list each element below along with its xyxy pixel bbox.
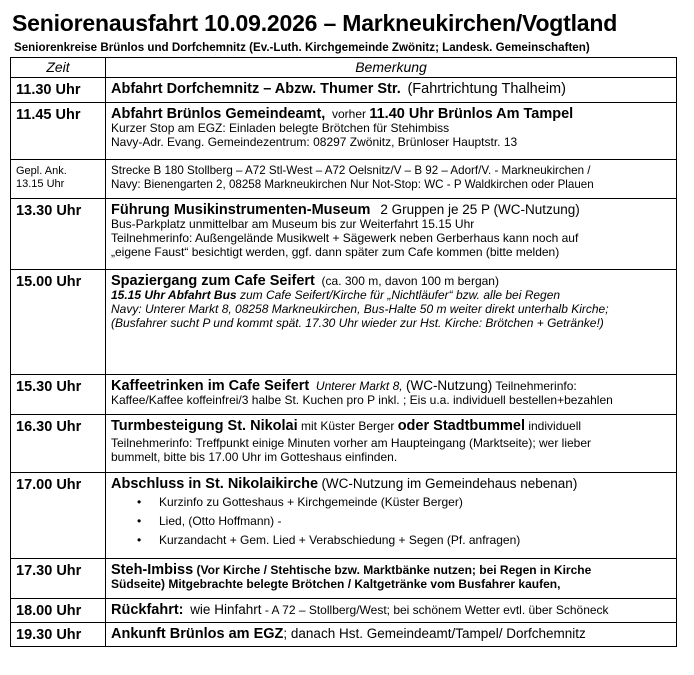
row-detail-line: Navy-Adr. Evang. Gemeindezentrum: 08297 Zwönitz, Brünloser Hauptstr. 13 (111, 135, 518, 149)
row-heading-note: (Vor Kirche / Stehtische bzw. Marktbänke nutzen; bei Regen in Kirche (196, 563, 592, 577)
row-heading-note: wie Hinfahrt (190, 602, 262, 617)
row-detail-line: „eigene Faust“ besichtigt werden, ggf. dann später zum Cafe kommen (bitte melden) (111, 245, 560, 259)
row-detail-line: Kurzer Stop am EGZ: Einladen belegte Brötchen für Stehimbiss (111, 121, 450, 135)
row-time: 13.30 Uhr (11, 199, 106, 270)
row-time: 11.30 Uhr (11, 78, 106, 103)
schedule-table (10, 57, 677, 647)
row-time: 11.45 Uhr (11, 103, 106, 160)
row-detail-italic: Navy: Unterer Markt 8, 08258 Markneukirchen, Bus-Halte 50 m weiter direkt unterhalb Kirche; (111, 302, 609, 316)
row-detail-line: Navy: Bienengarten 2, 08258 Markneukirchen Nur Not-Stop: WC - P Waldkirchen oder Plauen (111, 178, 594, 191)
row-heading: Kaffeetrinken im Cafe Seifert (111, 378, 310, 394)
row-detail-line: Teilnehmerinfo: Treffpunkt einige Minuten vorher am Haupteingang (Marktseite); wer lieber (111, 436, 592, 450)
table-row (11, 473, 677, 559)
row-remark (106, 375, 677, 415)
list-item-text: Lied, (Otto Hoffmann) - (159, 514, 282, 528)
row-heading: Steh-Imbiss (111, 562, 194, 578)
row-remark (106, 559, 677, 599)
table-row (11, 375, 677, 415)
row-heading: Abschluss in St. Nikolaikirche (111, 476, 319, 492)
row-remark (106, 415, 677, 473)
row-heading-note: mit Küster Berger (300, 419, 395, 433)
row-heading-extra: oder Stadtbummel (397, 418, 525, 434)
list-item (111, 512, 672, 531)
table-header-row (11, 58, 677, 78)
table-row (11, 199, 677, 270)
list-item-text: Kurzinfo zu Gotteshaus + Kirchgemeinde (Küster Berger) (159, 495, 463, 509)
row-time-line: Gepl. Ank. (16, 165, 67, 177)
row-heading: Abfahrt Brünlos Gemeindeamt, (111, 106, 326, 122)
row-remark (106, 103, 677, 160)
row-detail-line: Bus-Parkplatz unmittelbar am Museum bis zur Weiterfahrt 15.15 Uhr (111, 217, 475, 231)
row-time (11, 160, 106, 199)
row-remark (106, 623, 677, 647)
row-time: 17.30 Uhr (11, 559, 106, 599)
row-heading-note: 2 Gruppen je 25 P (WC-Nutzung) (380, 202, 580, 217)
table-row (11, 415, 677, 473)
row-heading-info: individuell (528, 419, 582, 433)
row-heading-note: (ca. 300 m, davon 100 m bergan) (321, 274, 499, 288)
table-row (11, 103, 677, 160)
list-item-text: Kurzandacht + Gem. Lied + Verabschiedung + Segen (Pf. anfragen) (159, 533, 521, 547)
row-time-line: 13.15 Uhr (16, 178, 65, 190)
bullet-icon: • (137, 533, 142, 547)
list-item (111, 531, 672, 550)
row-heading-info: Teilnehmerinfo: (495, 379, 577, 393)
row-detail-line: Strecke B 180 Stollberg – A72 Stl-West – A72 Oelsnitz/V – B 92 – Adorf/V. - Markneukirchen / (111, 164, 591, 177)
row-detail-italic: zum Cafe Seifert/Kirche für „Nichtläufer“ bzw. alle bei Regen (239, 288, 561, 302)
row-detail-italic: (Busfahrer sucht P und kommt spät. 17.30 Uhr wieder zur Hst. Kirche: Brötchen + Getränke!) (111, 316, 604, 330)
row-heading: Rückfahrt: (111, 602, 184, 618)
list-item (111, 493, 672, 512)
row-bus-departure: 15.15 Uhr Abfahrt Bus (111, 288, 237, 302)
row-heading-note: vorher (331, 107, 366, 121)
row-time: 16.30 Uhr (11, 415, 106, 473)
page-title: Seniorenausfahrt 10.09.2026 – Markneukirchen/Vogtland (12, 10, 618, 36)
row-heading-note: (Fahrtrichtung Thalheim) (407, 81, 566, 97)
row-time: 18.00 Uhr (11, 599, 106, 623)
row-heading-note: Unterer Markt 8, (315, 379, 403, 393)
row-remark (106, 199, 677, 270)
table-row (11, 78, 677, 103)
row-heading: Turmbesteigung St. Nikolai (111, 418, 298, 434)
row-remark (106, 160, 677, 199)
row-detail-line: bummelt, bitte bis 17.00 Uhr im Gotteshaus einfinden. (111, 450, 398, 464)
row-time: 19.30 Uhr (11, 623, 106, 647)
row-time: 15.30 Uhr (11, 375, 106, 415)
row-remark (106, 78, 677, 103)
row-heading-note: (WC-Nutzung im Gemeindehaus nebenan) (321, 476, 578, 491)
table-row (11, 559, 677, 599)
header-zeit: Zeit (11, 58, 106, 78)
row-heading-note: ; danach Hst. Gemeindeamt/Tampel/ Dorfchemnitz (283, 626, 586, 641)
row-heading-extra: 11.40 Uhr Brünlos Am Tampel (369, 106, 574, 122)
row-time: 15.00 Uhr (11, 270, 106, 375)
row-remark (106, 599, 677, 623)
row-detail-line: Teilnehmerinfo: Außengelände Musikwelt + Sägewerk neben Gerberhaus kann noch auf (111, 231, 579, 245)
header-bemerkung: Bemerkung (106, 58, 677, 78)
table-row (11, 623, 677, 647)
row-time: 17.00 Uhr (11, 473, 106, 559)
page-subtitle: Seniorenkreise Brünlos und Dorfchemnitz (Ev.-Luth. Kirchgemeinde Zwönitz; Landesk. Gemeinschaften) (14, 41, 590, 54)
bullet-icon: • (137, 495, 142, 509)
row-heading: Abfahrt Dorfchemnitz – Abzw. Thumer Str. (111, 81, 401, 97)
row-heading-extra: (WC-Nutzung) (405, 378, 493, 393)
row-detail-line: Kaffee/Kaffee koffeinfrei/3 halbe St. Kuchen pro P inkl. ; Eis u.a. individuell bestellen+bezahlen (111, 393, 613, 407)
row-heading-extra: - A 72 – Stollberg/West; bei schönem Wetter evtl. über Schöneck (264, 603, 609, 617)
row-remark (106, 473, 677, 559)
row-heading: Ankunft Brünlos am EGZ (111, 626, 284, 642)
bullet-icon: • (137, 514, 142, 528)
row-heading: Spaziergang zum Cafe Seifert (111, 273, 315, 289)
table-row (11, 160, 677, 199)
row-detail-line: Südseite) Mitgebrachte belegte Brötchen / Kaltgetränke vom Busfahrer kaufen, (111, 577, 561, 591)
agenda-list (111, 493, 672, 550)
table-row (11, 270, 677, 375)
table-row (11, 599, 677, 623)
row-heading: Führung Musikinstrumenten-Museum (111, 202, 371, 218)
row-remark (106, 270, 677, 375)
